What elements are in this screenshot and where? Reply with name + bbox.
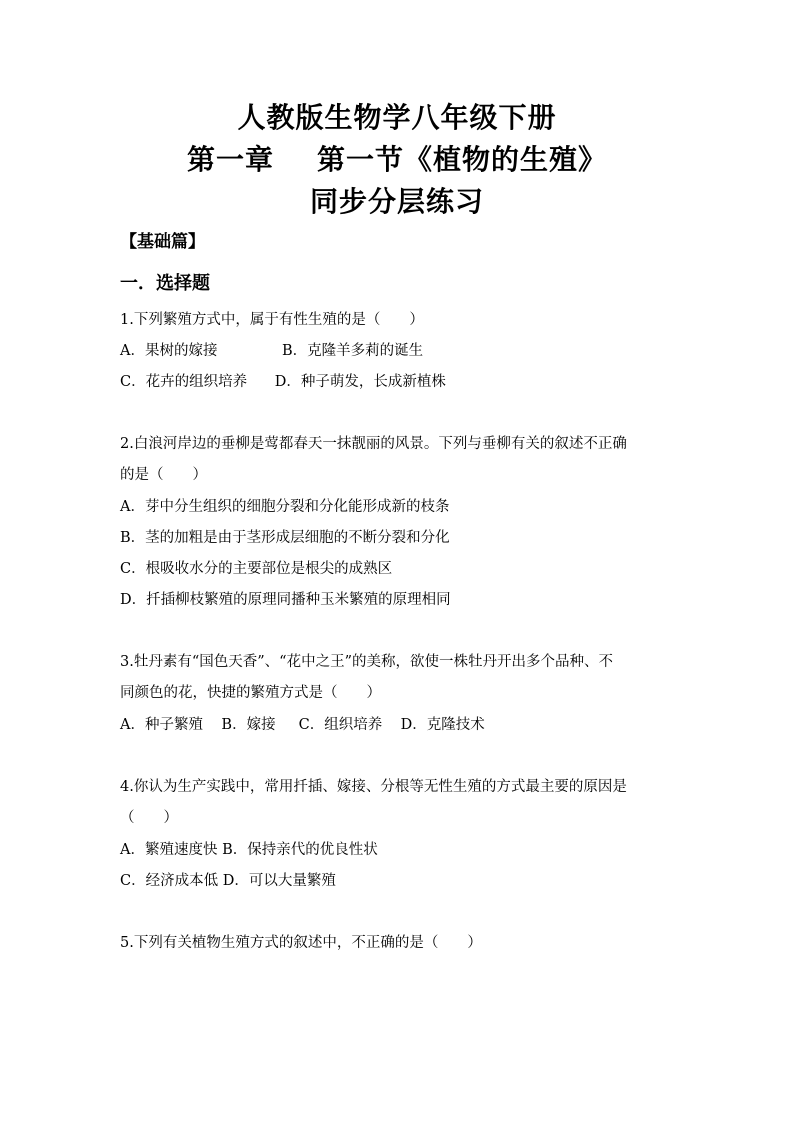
chapter-title: 第一章 第一节《植物的生殖》 [187, 143, 607, 176]
question-4-options-ab: A．繁殖速度快 B．保持亲代的优良性状 [120, 842, 378, 858]
question-4-options-cd: C．经济成本低 D．可以大量繁殖 [120, 873, 336, 889]
question-3-options: A．种子繁殖 B．嫁接 C．组织培养 D．克隆技术 [120, 717, 485, 733]
question-2-stem-cont: 的是（ ） [120, 467, 207, 483]
question-4-stem: 4.你认为生产实践中，常用扦插、嫁接、分根等无性生殖的方式最主要的原因是 [120, 779, 627, 795]
question-2-stem: 2.白浪河岸边的垂柳是莺都春天一抹靓丽的风景。下列与垂柳有关的叙述不正确 [120, 436, 627, 452]
exercise-title: 同步分层练习 [309, 185, 484, 218]
subsection-heading: 一．选择题 [120, 273, 210, 294]
question-2-option-d: D．扦插柳枝繁殖的原理同播种玉米繁殖的原理相同 [120, 592, 451, 608]
question-3-stem-cont: 同颜色的花，快捷的繁殖方式是（ ） [120, 685, 381, 701]
question-1-stem: 1.下列繁殖方式中，属于有性生殖的是（ ） [120, 312, 424, 328]
section-label: 【基础篇】 [120, 232, 205, 252]
question-2-option-b: B．茎的加粗是由于茎形成层细胞的不断分裂和分化 [120, 530, 450, 546]
question-3-stem: 3.牡丹素有“国色天香”、“花中之王”的美称，欲使一株牡丹开出多个品种、不 [120, 654, 613, 670]
question-1-options-ab: A．果树的嫁接 B．克隆羊多莉的诞生 [120, 343, 424, 359]
question-2-option-a: A．芽中分生组织的细胞分裂和分化能形成新的枝条 [120, 499, 450, 515]
question-1-options-cd: C．花卉的组织培养 D．种子萌发，长成新植株 [120, 374, 446, 390]
question-2-option-c: C．根吸收水分的主要部位是根尖的成熟区 [120, 561, 393, 577]
question-4-stem-cont: （ ） [120, 810, 178, 826]
question-5-stem: 5.下列有关植物生殖方式的叙述中，不正确的是（ ） [120, 935, 482, 951]
document-title: 人教版生物学八年级下册 [237, 101, 557, 134]
